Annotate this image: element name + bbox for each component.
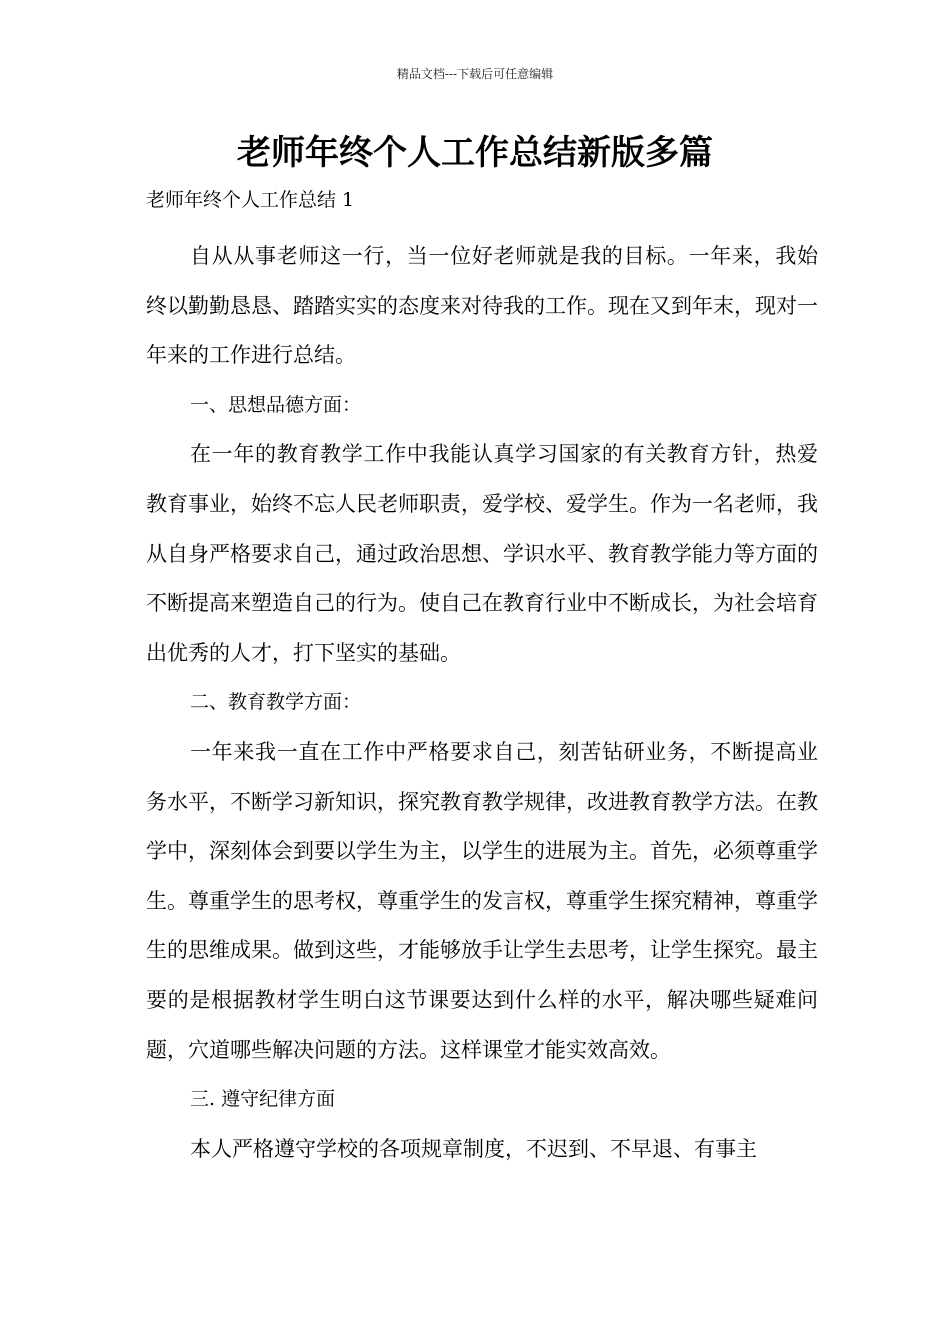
document-body bbox=[146, 232, 818, 1174]
body-paragraph-intro: 自从从事老师这一行，当一位好老师就是我的目标。一年来，我始终以勤勤恳恳、踏踏实实的态度来对待我的工作。现在又到年末，现对一年来的工作进行总结。 bbox=[146, 244, 818, 368]
document-header-note: 精品文档---下载后可任意编辑 bbox=[396, 67, 554, 81]
document-subtitle: 老师年终个人工作总结 1 bbox=[146, 189, 355, 211]
section-heading-discipline: 三. 遵守纪律方面 bbox=[190, 1088, 336, 1111]
body-paragraph-teaching: 一年来我一直在工作中严格要求自己，刻苦钻研业务，不断提高业务水平，不断学习新知识，探究教育教学规律，改进教育教学方法。在教学中，深刻体会到要以学生为主，以学生的进展为主。首先，必须尊重学生。尊重学生的思考权，尊重学生的发言权，尊重学生探究精神，尊重学生的思维成果。做到这些，才能够放手让学生去思考，让学生探究。最主要的是根据教材学生明白这节课要达到什么样的水平，解决哪些疑难问题，穴道哪些解决问题的方法。这样课堂才能实效高效。 bbox=[146, 739, 818, 1062]
document-title: 老师年终个人工作总结新版多篇 bbox=[237, 133, 713, 173]
section-heading-teaching: 二、教育教学方面： bbox=[190, 691, 362, 714]
body-paragraph-ideology: 在一年的教育教学工作中我能认真学习国家的有关教育方针，热爱教育事业，始终不忘人民老师职责，爱学校、爱学生。作为一名老师，我从自身严格要求自己，通过政治思想、学识水平、教育教学能力等方面的不断提高来塑造自己的行为。使自己在教育行业中不断成长，为社会培育出优秀的人才，打下坚实的基础。 bbox=[146, 442, 818, 665]
body-paragraph-discipline: 本人严格遵守学校的各项规章制度，不迟到、不早退、有事主 bbox=[190, 1136, 757, 1161]
section-heading-ideology: 一、思想品德方面： bbox=[190, 393, 362, 416]
